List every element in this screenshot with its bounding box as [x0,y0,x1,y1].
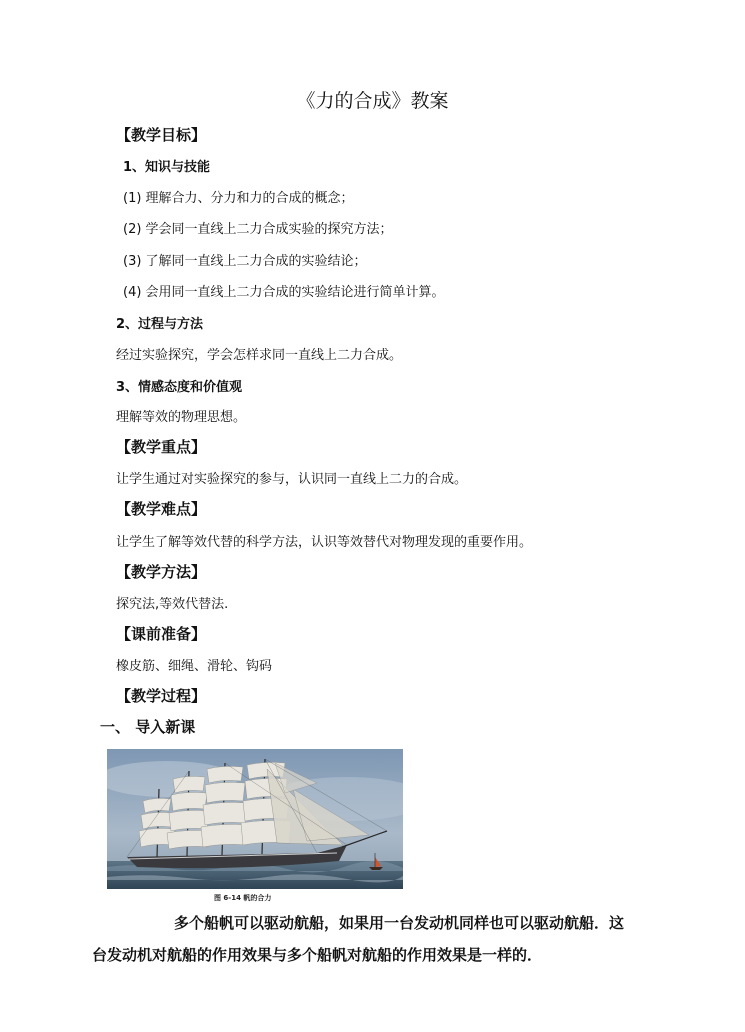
procedure-header: 【教学过程】 [116,687,207,705]
process-header: 2、过程与方法 [116,317,204,332]
emotion-text: 理解等效的物理思想。 [116,410,247,425]
knowledge-header: 1、知识与技能 [123,160,211,175]
ship-image [107,749,403,889]
knowledge-item-2: (2) 学会同一直线上二力合成实验的探究方法； [123,222,393,237]
key-header: 【教学重点】 [116,438,207,456]
difficulty-header: 【教学难点】 [116,500,207,518]
difficulty-text: 让学生了解等效代替的科学方法，认识等效替代对物理发现的重要作用。 [116,535,533,550]
method-text: 探究法,等效代替法. [116,597,229,612]
knowledge-item-3: (3) 了解同一直线上二力合成的实验结论； [123,254,367,269]
knowledge-item-1: (1) 理解合力、分力和力的合成的概念； [123,191,354,206]
intro-header: 一、 导入新课 [100,718,196,736]
objectives-header: 【教学目标】 [116,126,207,144]
emotion-header: 3、情感态度和价值观 [116,380,243,395]
knowledge-item-4: (4) 会用同一直线上二力合成的实验结论进行简单计算。 [123,285,445,300]
figure-caption: 图 6-14 帆的合力 [214,894,272,902]
page-title: 《力的合成》教案 [296,90,449,112]
method-header: 【教学方法】 [116,563,207,581]
process-text: 经过实验探究，学会怎样求同一直线上二力合成。 [116,348,403,363]
sailing-ship-illustration [107,749,403,889]
prep-header: 【课前准备】 [116,625,207,643]
paragraph-line-2: 台发动机对航船的作用效果与多个船帆对航船的作用效果是一样的． [92,946,543,964]
prep-text: 橡皮筋、细绳、滑轮、钩码 [116,659,273,674]
paragraph-line-1: 多个船帆可以驱动航船，如果用一台发动机同样也可以驱动航船．这 [174,914,625,932]
key-text: 让学生通过对实验探究的参与，认识同一直线上二力的合成。 [116,472,468,487]
